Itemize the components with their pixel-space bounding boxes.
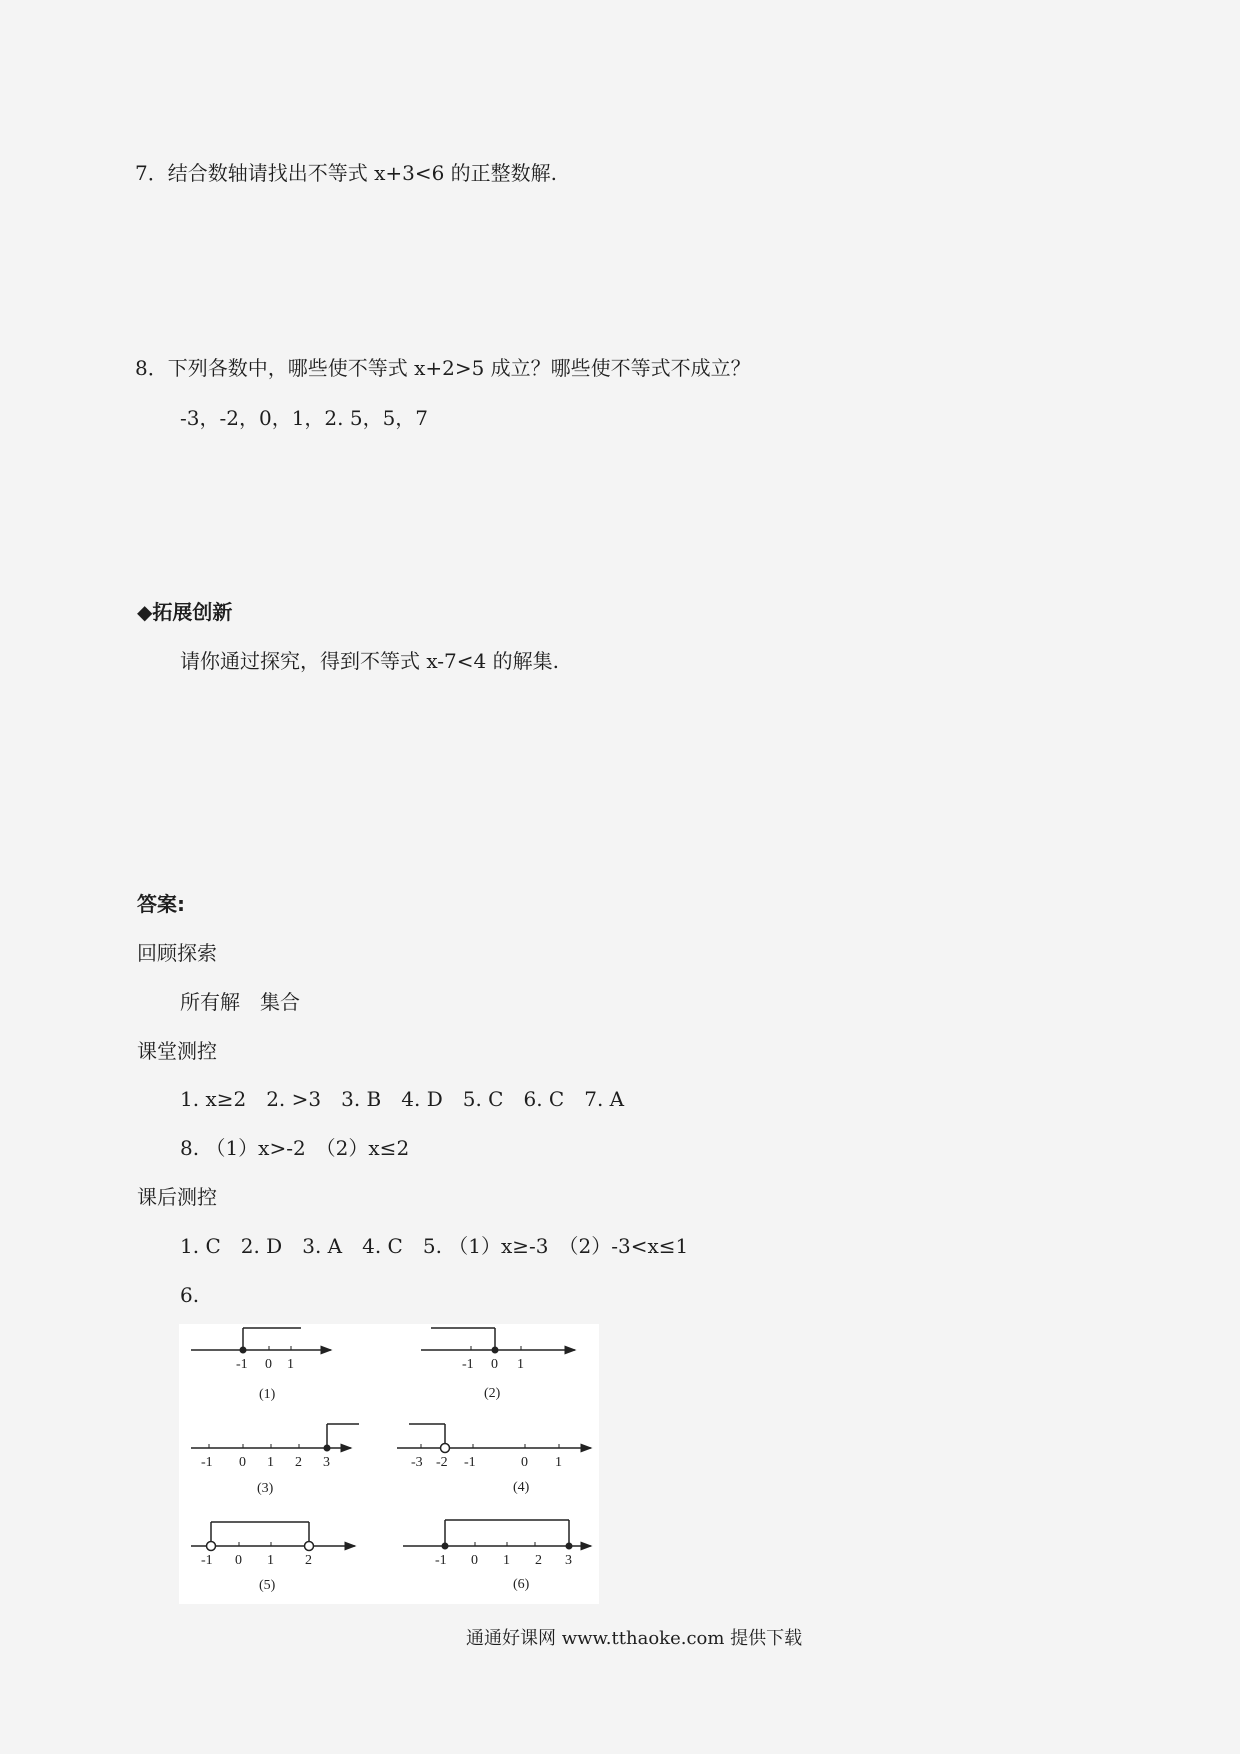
tick-label: 0 xyxy=(239,1455,246,1470)
tick-label: 1 xyxy=(503,1553,510,1568)
caption: (5) xyxy=(259,1578,276,1593)
number-line-2 xyxy=(421,1328,575,1401)
tick-label: 3 xyxy=(323,1455,330,1470)
answers-heading: 答案: xyxy=(137,892,185,916)
tick-label: 0 xyxy=(235,1553,242,1568)
tick-label: 2 xyxy=(305,1553,312,1568)
tick-label: -2 xyxy=(436,1455,448,1470)
tick-label: 1 xyxy=(555,1455,562,1470)
open-point xyxy=(441,1444,450,1453)
extension-heading: ◆拓展创新 xyxy=(137,600,233,624)
caption: (4) xyxy=(513,1480,530,1495)
open-point xyxy=(305,1542,314,1551)
class-heading: 课堂测控 xyxy=(137,1039,217,1063)
tick-label: 0 xyxy=(471,1553,478,1568)
question-8: 8．下列各数中，哪些使不等式 x+2>5 成立？哪些使不等式不成立？ xyxy=(135,356,751,380)
tick-label: 2 xyxy=(535,1553,542,1568)
tick-label: 3 xyxy=(565,1553,572,1568)
number-line-5 xyxy=(191,1522,355,1593)
number-line-figure xyxy=(179,1324,599,1604)
tick-label: -1 xyxy=(464,1455,476,1470)
tick-label: 2 xyxy=(295,1455,302,1470)
tick-label: -1 xyxy=(435,1553,447,1568)
open-point xyxy=(207,1542,216,1551)
caption: (3) xyxy=(257,1481,274,1496)
class-answers-line1: 1. x≥2 2. >3 3. B 4. D 5. C 6. C 7. A xyxy=(180,1087,625,1111)
caption: (6) xyxy=(513,1577,530,1592)
tick-label: -1 xyxy=(236,1357,248,1372)
solid-point xyxy=(324,1445,331,1452)
solid-point xyxy=(566,1543,573,1550)
review-answer: 所有解 集合 xyxy=(180,990,300,1014)
solid-point xyxy=(492,1347,499,1354)
class-answers-line2: 8. （1）x>-2 （2）x≤2 xyxy=(180,1136,410,1160)
tick-label: 0 xyxy=(265,1357,272,1372)
caption: (1) xyxy=(259,1387,276,1402)
after-class-answers-line2: 6. xyxy=(180,1283,200,1307)
number-line-4 xyxy=(397,1424,591,1495)
tick-label: 1 xyxy=(517,1357,524,1372)
solid-point xyxy=(442,1543,449,1550)
tick-label: 0 xyxy=(491,1357,498,1372)
tick-label: -3 xyxy=(411,1455,423,1470)
after-class-answers-line1: 1. C 2. D 3. A 4. C 5. （1）x≥-3 （2）-3<x≤1 xyxy=(180,1234,689,1258)
question-8-numbers: -3，-2，0，1，2. 5，5，7 xyxy=(180,406,429,430)
number-line-svg xyxy=(179,1324,599,1604)
solid-point xyxy=(240,1347,247,1354)
tick-label: 1 xyxy=(267,1455,274,1470)
tick-label: 0 xyxy=(521,1455,528,1470)
tick-label: -1 xyxy=(201,1553,213,1568)
number-line-1 xyxy=(191,1328,331,1402)
tick-label: 1 xyxy=(267,1553,274,1568)
caption: (2) xyxy=(484,1386,501,1401)
number-line-6 xyxy=(403,1520,591,1592)
extension-text: 请你通过探究，得到不等式 x-7<4 的解集. xyxy=(180,649,559,673)
question-7: 7．结合数轴请找出不等式 x+3<6 的正整数解. xyxy=(135,161,558,185)
number-line-3 xyxy=(191,1424,359,1496)
tick-label: -1 xyxy=(201,1455,213,1470)
review-heading: 回顾探索 xyxy=(137,941,217,965)
footer-text: 通通好课网 www.tthaoke.com 提供下载 xyxy=(466,1628,803,1649)
after-class-heading: 课后测控 xyxy=(137,1185,217,1209)
tick-label: -1 xyxy=(462,1357,474,1372)
tick-label: 1 xyxy=(287,1357,294,1372)
